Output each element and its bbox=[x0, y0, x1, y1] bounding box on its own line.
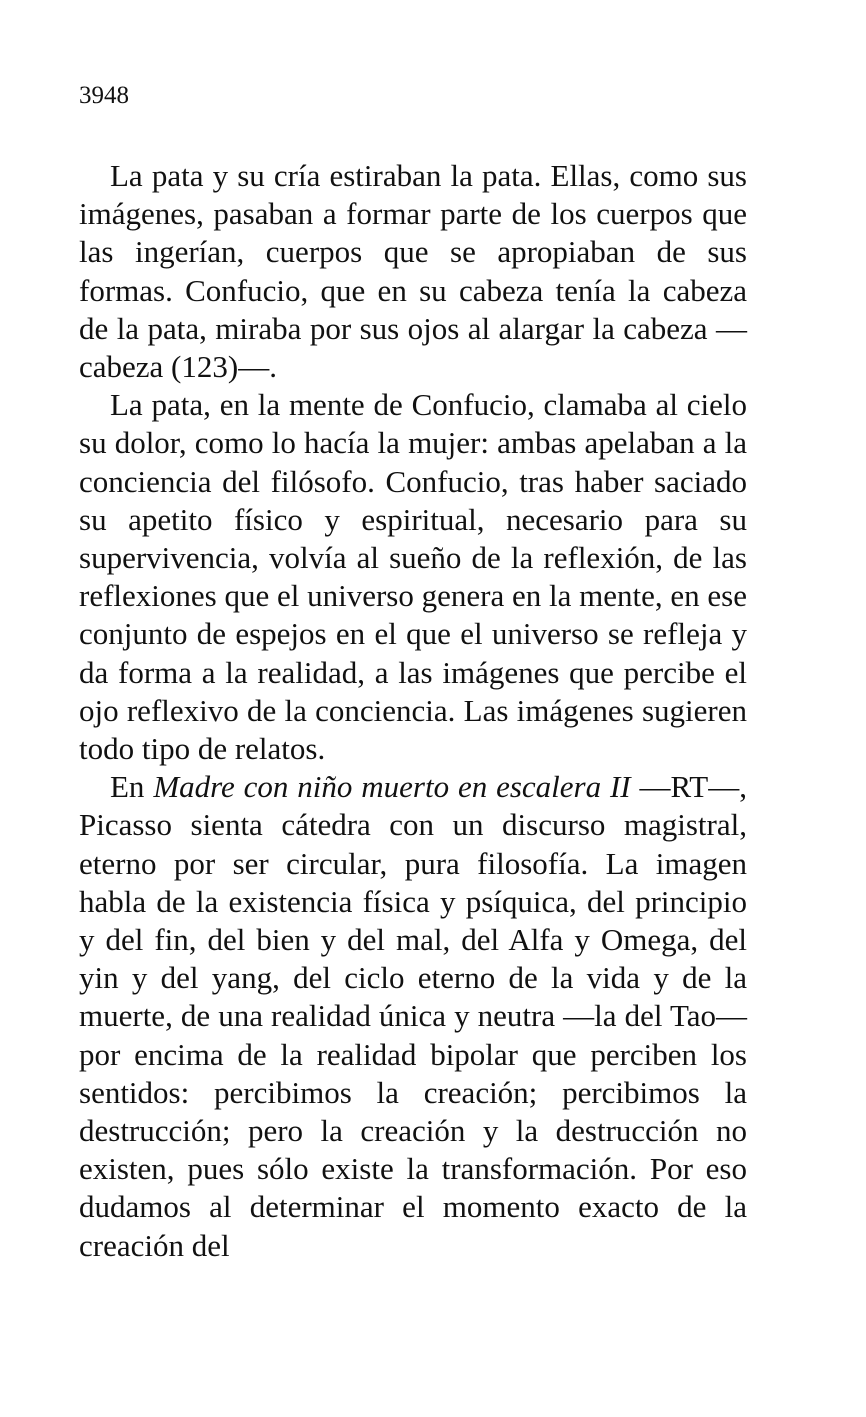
artwork-title: Madre con niño muerto en escalera II bbox=[153, 769, 631, 805]
body-text bbox=[79, 157, 747, 1265]
paragraph-3 bbox=[79, 768, 747, 1265]
page-number: 3948 bbox=[79, 82, 129, 109]
paragraph-3-rest: —RT—, Picasso sienta cátedra con un discurso magistral, eterno por ser circular, pura filosofía. La imagen habla de la existencia física y psíquica, del principio y del fin, del bien y del mal, del Alfa y Omega, del yin y del yang, del ciclo eterno de la vida y de la muerte, de una realidad única y neutra —la del Tao— por encima de la realidad bipolar que perciben los sentidos: percibimos la creación; percibimos la destrucción; pero la creación y la destrucción no existen, pues sólo existe la transformación. Por eso dudamos al determinar el momento exacto de la creación del bbox=[79, 769, 747, 1263]
paragraph-2: La pata, en la mente de Confucio, clamaba al cielo su dolor, como lo hacía la mujer: ambas apelaban a la conciencia del filósofo. Confucio, tras haber saciado su apetito físico y espiritual, necesario para su supervivencia, volvía al sueño de la reflexión, de las reflexiones que el universo genera en la mente, en ese conjunto de espejos en el que el universo se refleja y da forma a la realidad, a las imágenes que percibe el ojo reflexivo de la conciencia. Las imágenes sugieren todo tipo de relatos. bbox=[79, 387, 747, 767]
paragraph-3-lead: En bbox=[110, 769, 154, 805]
paragraph-1: La pata y su cría estiraban la pata. Ellas, como sus imágenes, pasaban a formar parte de los cuerpos que las ingerían, cuerpos que se apropiaban de sus formas. Confucio, que en su cabeza tenía la cabeza de la pata, miraba por sus ojos al alargar la cabeza —cabeza (123)—. bbox=[79, 158, 747, 385]
